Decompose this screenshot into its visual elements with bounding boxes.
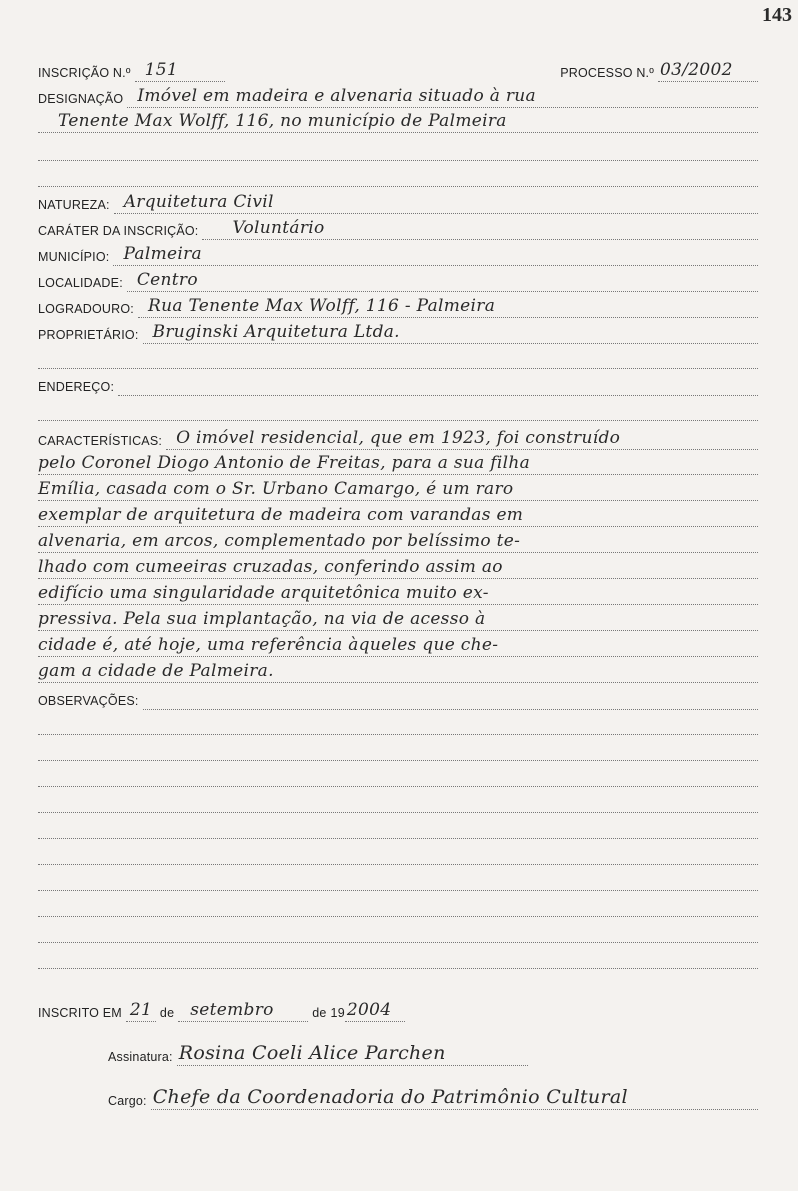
caracteristicas-line-8: pressiva. Pela sua implantação, na via de acesso à (38, 609, 486, 629)
blank-line (38, 922, 758, 943)
processo-value: 03/2002 (660, 60, 733, 80)
caracteristicas-line-field (38, 558, 758, 579)
proprietario-label: PROPRIETÁRIO: (38, 328, 139, 342)
carater-label: CARÁTER DA INSCRIÇÃO: (38, 224, 199, 238)
caracteristicas-line-3: Emília, casada com o Sr. Urbano Camargo, é um raro (38, 479, 514, 499)
observacoes-label: OBSERVAÇÕES: (38, 694, 139, 708)
inscrito-year: 2004 (346, 1000, 392, 1020)
blank-line (38, 948, 758, 969)
caracteristicas-line-7: edifício uma singularidade arquitetônica muito ex- (38, 583, 489, 603)
proprietario-row (38, 322, 758, 344)
caracteristicas-line-1: O imóvel residencial, que em 1923, foi construído (176, 428, 621, 448)
proprietario-field (143, 323, 758, 344)
natureza-row (38, 192, 758, 214)
observacoes-row (38, 688, 758, 710)
caracteristicas-field (166, 429, 758, 450)
inscricao-row (38, 60, 758, 82)
inscrito-de-2: de (312, 1006, 327, 1020)
assinatura-signature: Rosina Coeli Alice Parchen (178, 1042, 446, 1064)
endereco-field (118, 375, 758, 396)
localidade-field (127, 271, 758, 292)
caracteristicas-label: CARACTERÍSTICAS: (38, 434, 163, 448)
municipio-label: MUNICÍPIO: (38, 250, 110, 264)
caracteristicas-line-field (38, 532, 758, 553)
endereco-row (38, 374, 758, 396)
blank-line (38, 870, 758, 891)
inscrito-day-field (126, 1001, 156, 1022)
assinatura-row (108, 1044, 528, 1066)
inscrito-label: INSCRITO EM (38, 1006, 122, 1020)
cargo-row (108, 1088, 758, 1110)
municipio-row (38, 244, 758, 266)
blank-line (38, 792, 758, 813)
caracteristicas-line-4: exemplar de arquitetura de madeira com varandas em (38, 505, 524, 525)
blank-line (38, 400, 758, 421)
endereco-label: ENDEREÇO: (38, 380, 115, 394)
blank-line (38, 818, 758, 839)
designacao-label: DESIGNAÇÃO (38, 92, 124, 106)
caracteristicas-line-field (38, 506, 758, 527)
caracteristicas-line-field (38, 662, 758, 683)
inscricao-label: INSCRIÇÃO N.º (38, 66, 131, 80)
municipio-value: Palmeira (123, 244, 202, 264)
blank-line (38, 348, 758, 369)
assinatura-field (177, 1042, 528, 1066)
municipio-field (113, 245, 758, 266)
logradouro-field (138, 297, 758, 318)
inscrito-month-field (178, 1001, 308, 1022)
observacoes-field (143, 689, 758, 710)
localidade-label: LOCALIDADE: (38, 276, 123, 290)
blank-line (38, 740, 758, 761)
caracteristicas-line-field (38, 480, 758, 501)
designacao-line-2: Tenente Max Wolff, 116, no município de Palmeira (58, 111, 507, 131)
localidade-row (38, 270, 758, 292)
carater-field (202, 219, 758, 240)
caracteristicas-line-field (38, 454, 758, 475)
inscrito-de-1: de (159, 1006, 175, 1020)
caracteristicas-line-9: cidade é, até hoje, uma referência àqueles que che- (38, 635, 499, 655)
blank-line (38, 166, 758, 187)
cargo-value: Chefe da Coordenadoria do Patrimônio Cultural (152, 1086, 628, 1108)
inscrito-day: 21 (129, 1000, 153, 1020)
natureza-value: Arquitetura Civil (123, 192, 274, 212)
inscrito-year-prefix: 19 (330, 1006, 345, 1020)
blank-line (38, 714, 758, 735)
inscricao-value: 151 (144, 60, 178, 80)
blank-line (38, 766, 758, 787)
blank-line (38, 844, 758, 865)
processo-label: PROCESSO N.º (560, 66, 654, 80)
cargo-label: Cargo: (108, 1094, 147, 1108)
caracteristicas-line-field (38, 610, 758, 631)
caracteristicas-line-10: gam a cidade de Palmeira. (38, 661, 274, 681)
logradouro-row (38, 296, 758, 318)
natureza-field (114, 193, 758, 214)
caracteristicas-line-6: lhado com cumeeiras cruzadas, conferindo assim ao (38, 557, 503, 577)
processo-field (658, 61, 758, 82)
caracteristicas-row (38, 428, 758, 450)
carater-value: Voluntário (232, 218, 325, 238)
caracteristicas-line-2: pelo Coronel Diogo Antonio de Freitas, para a sua filha (38, 453, 531, 473)
blank-line (38, 896, 758, 917)
logradouro-value: Rua Tenente Max Wolff, 116 - Palmeira (147, 296, 496, 316)
inscrito-month: setembro (190, 1000, 274, 1020)
natureza-label: NATUREZA: (38, 198, 110, 212)
designacao-row (38, 86, 758, 108)
inscrito-year-field (345, 1001, 405, 1022)
cargo-field (151, 1086, 758, 1110)
carater-row (38, 218, 758, 240)
caracteristicas-line-field (38, 584, 758, 605)
designacao-line-2-field (38, 112, 758, 133)
logradouro-label: LOGRADOURO: (38, 302, 134, 316)
caracteristicas-line-5: alvenaria, em arcos, complementado por belíssimo te- (38, 531, 521, 551)
inscrito-row (38, 1000, 405, 1022)
caracteristicas-line-field (38, 636, 758, 657)
assinatura-label: Assinatura: (108, 1050, 173, 1064)
blank-line (38, 140, 758, 161)
inscricao-field (135, 61, 225, 82)
localidade-value: Centro (136, 270, 198, 290)
proprietario-value: Bruginski Arquitetura Ltda. (152, 322, 400, 342)
page-number: 143 (762, 4, 792, 26)
designacao-line-1: Imóvel em madeira e alvenaria situado à rua (137, 86, 536, 106)
designacao-field (127, 87, 758, 108)
